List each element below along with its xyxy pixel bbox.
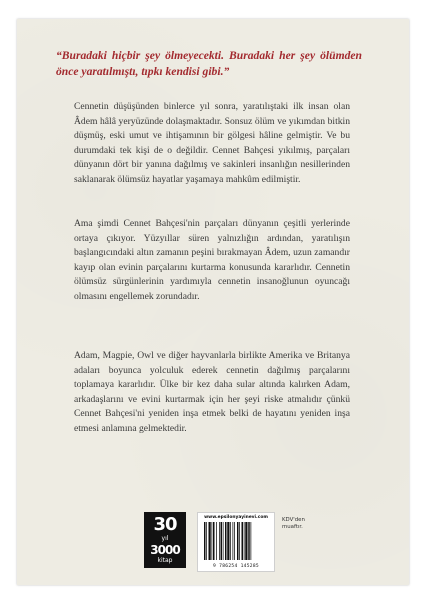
logo-number-bottom: 3000 xyxy=(150,543,180,557)
logo-caption: kitap xyxy=(157,557,173,564)
isbn-digits: 9 786254 145285 xyxy=(213,564,259,569)
isbn-barcode xyxy=(197,512,275,572)
pull-quote: “Buradaki hiçbir şey ölmeyecekti. Buradaki her şey ölümden önce yaratılmıştı, tıpkı kendisi gibi.” xyxy=(56,49,362,78)
synopsis-paragraph-1: Cennetin düşüşünden binlerce yıl sonra, yaratılıştaki ilk insan olan Âdem hâlâ yeryüzünde dolaşmaktadır. Sonsuz ölüm ve yıkımdan bitkin düşmüş, eski umut ve ihtişamının bir gölgesi hâline gelmiştir. Ve bu durumdaki tek kişi de o değildir. Cennet Bahçesi yıkılmış, parçaları dünyanın dört bir yanına dağılmış ve sakinleri insanlığın nesillerinden saklanarak ölümsüz hayatlar yaşamaya mahkûm edilmiştir. xyxy=(74,101,350,185)
logo-number-top: 30 xyxy=(153,514,177,535)
synopsis-paragraph-2: Ama şimdi Cennet Bahçesi'nin parçaları dünyanın çeşitli yerlerinde ortaya çıkıyor. Yüzyıllar süren yalnızlığın ardından, yaratılışın başlangıcındaki altın zamanın peşini bırakmayan Âdem, uzun zamandır kayıp olan evinin parçalarını kurtarma konusunda kararlıdır. Cennetin ölümsüz sürgünlerinin yardımıyla cennetin insanoğlunun oyuncağı olmasını engellemek zorundadır. xyxy=(74,218,350,302)
logo-word-middle: yıl xyxy=(161,535,169,542)
synopsis-paragraph-3: Adam, Magpie, Owl ve diğer hayvanlarla birlikte Amerika ve Britanya adaları boyunca yolculuk ederek cennetin dağılmış parçalarını toplamaya kararlıdır. Ülke bir kez daha sular altında kalırken Adam, arkadaşlarını ve evini kurtarmak için her şeyi riske atmalıdır çünkü Cennet Bahçesi'ni yeniden inşa etmek belki de hayatını yeniden inşa etmesi anlamına gelmektedir. xyxy=(74,350,350,434)
tax-exempt-note: KDV'den muaftır. xyxy=(282,517,305,530)
barcode-bars-icon xyxy=(204,522,270,560)
publisher-url: www.epsilonyayinevi.com xyxy=(204,515,268,520)
anniversary-logo xyxy=(144,512,186,568)
